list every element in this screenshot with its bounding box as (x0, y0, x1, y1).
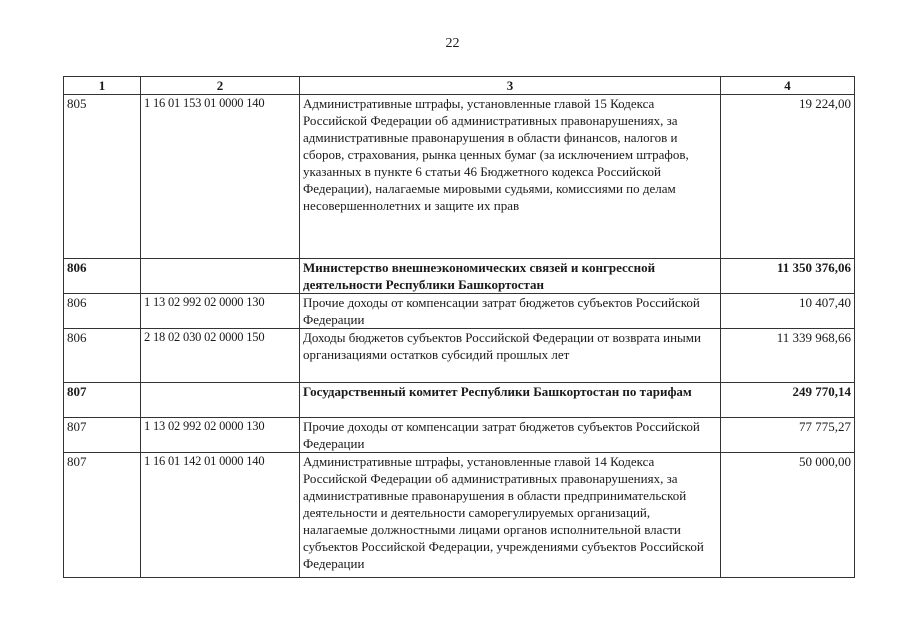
amount-cell: 77 775,27 (721, 418, 855, 453)
description-cell: Государственный комитет Республики Башкортостан по тарифам (300, 383, 721, 418)
budget-code-cell: 1 16 01 142 01 0000 140 (141, 453, 300, 578)
budget-revenue-table (63, 76, 855, 578)
admin-code-cell: 806 (64, 259, 141, 294)
admin-code-cell: 806 (64, 329, 141, 383)
admin-code-cell: 807 (64, 453, 141, 578)
amount-cell: 50 000,00 (721, 453, 855, 578)
amount-cell: 249 770,14 (721, 383, 855, 418)
amount-cell: 11 350 376,06 (721, 259, 855, 294)
table-row (64, 383, 855, 418)
column-header-1: 1 (64, 77, 141, 95)
table-row (64, 259, 855, 294)
description-cell: Прочие доходы от компенсации затрат бюджетов субъектов Российской Федерации (300, 418, 721, 453)
admin-code-cell: 805 (64, 95, 141, 259)
description-cell: Доходы бюджетов субъектов Российской Федерации от возврата иными организациями остатков субсидий прошлых лет (300, 329, 721, 383)
description-cell: Прочие доходы от компенсации затрат бюджетов субъектов Российской Федерации (300, 294, 721, 329)
budget-code-cell: 1 16 01 153 01 0000 140 (141, 95, 300, 259)
table-row (64, 329, 855, 383)
table-row (64, 418, 855, 453)
admin-code-cell: 806 (64, 294, 141, 329)
admin-code-cell: 807 (64, 383, 141, 418)
description-cell: Министерство внешнеэкономических связей и конгрессной деятельности Республики Башкортостан (300, 259, 721, 294)
budget-code-cell: 1 13 02 992 02 0000 130 (141, 418, 300, 453)
budget-code-cell (141, 259, 300, 294)
table-row (64, 294, 855, 329)
amount-cell: 19 224,00 (721, 95, 855, 259)
amount-cell: 10 407,40 (721, 294, 855, 329)
amount-cell: 11 339 968,66 (721, 329, 855, 383)
table-header-row (64, 77, 855, 95)
column-header-2: 2 (141, 77, 300, 95)
budget-code-cell: 2 18 02 030 02 0000 150 (141, 329, 300, 383)
column-header-3: 3 (300, 77, 721, 95)
description-cell: Административные штрафы, установленные главой 14 Кодекса Российской Федерации об административных правонарушениях, за административные правонарушения в области предпринимательской деятельности и деятельности саморегулируемых организаций, налагаемые должностными лицами органов исполнительной власти субъектов Российской Федерации, учреждениями субъектов Российской Федерации (300, 453, 721, 578)
table-row (64, 453, 855, 578)
budget-code-cell: 1 13 02 992 02 0000 130 (141, 294, 300, 329)
column-header-4: 4 (721, 77, 855, 95)
budget-code-cell (141, 383, 300, 418)
page-number: 22 (445, 36, 460, 51)
table-row (64, 95, 855, 259)
description-cell: Административные штрафы, установленные главой 15 Кодекса Российской Федерации об административных правонарушениях, за административные правонарушения в области финансов, налогов и сборов, страхования, рынка ценных бумаг (за исключением штрафов, указанных в пункте 6 статьи 46 Бюджетного кодекса Российской Федерации), налагаемые мировыми судьями, комиссиями по делам несовершеннолетних и защите их прав (300, 95, 721, 259)
admin-code-cell: 807 (64, 418, 141, 453)
